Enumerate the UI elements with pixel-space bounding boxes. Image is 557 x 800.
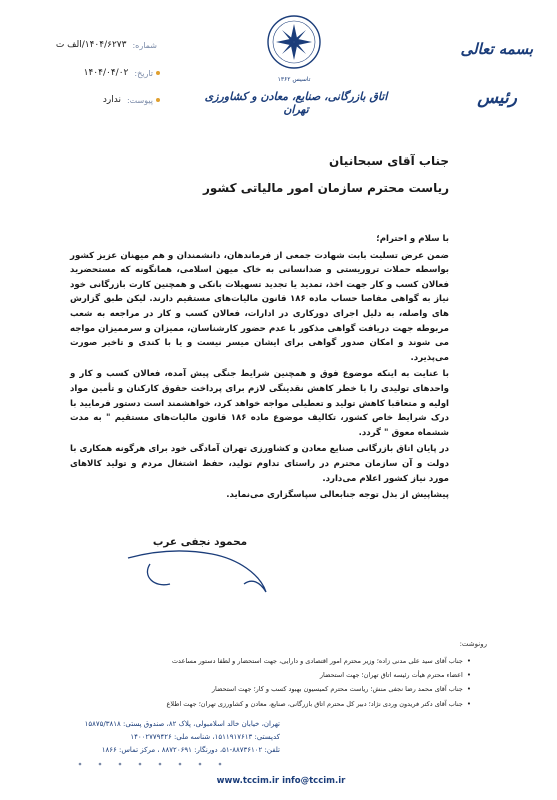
bullet-icon: •	[466, 657, 471, 665]
cc-item	[91, 697, 471, 711]
letter-number-value: ۱۴۰۴/۶۲۷۳/الف ت	[55, 40, 127, 50]
letter-date-row	[70, 66, 160, 80]
cc-item-text: اعضاء محترم هیأت رئیسه اتاق تهران؛ جهت استحضار	[319, 671, 463, 680]
basmala-heading: بسمه تعالی	[460, 40, 533, 58]
founded-year: تاسیس ۱۳۶۲	[277, 76, 311, 83]
body-paragraph: ضمن عرض تسلیت بابت شهادت جمعی از فرماندهان، دانشمندان و هم میهنان عزیز کشور بواسطه حملات تروریستی و ضدانسانی به خاک میهن اسلامی، همانگونه که مستحضرید فعالان کسب و کار جهت اخذ، تمدید یا تجدید تسهیلات بانکی و همچنین کارت بازرگانی خود نیاز به گواهی مفاصا حساب ماده ۱۸۶ قانون مالیات‌های مستقیم دارند. لیکن طبق گزارش های واصله، به دلیل اجرای دورکاری در ادارات، فعالان کسب و کار در مراجعه به شعب مربوطه جهت دریافت گواهی مذکور با عدم حضور کارشناسان، ممیزان و سرممیزان مواجه می شوند و امکان صدور گواهی برای ایشان میسر نیست و یا با کندی و تاخیر صورت می‌پذیرد.	[70, 250, 449, 363]
president-heading: رئیس	[477, 88, 517, 108]
handwritten-signature	[120, 544, 280, 604]
chamber-logo-icon	[266, 14, 322, 70]
footer-postal: کدپستی: ۱۵۱۱۹۱۷۶۱۳، شناسه ملی: ۱۴۰۰۲۷۷۹۴۲۶	[130, 733, 280, 741]
letter-date-label: تاریخ:	[134, 68, 153, 78]
chamber-name: اتاق بازرگانی، صنایع، معادن و کشاورزی تهران	[204, 90, 388, 116]
footer-phones: تلفن: ۸۸۷۳۶۱۰۲-۵۱، دورنگار: ۸۸۷۲۰۶۹۱ ، مرکز تماس: ۱۸۶۶	[101, 746, 280, 754]
cc-item-text: جناب آقای دکتر فریدون وردی نژاد؛ دبیر کل محترم اتاق بازرگانی، صنایع، معادن و کشاورزی تهران؛ جهت اطلاع	[166, 699, 463, 708]
bullet-icon: •	[466, 699, 471, 708]
cc-heading: رونوشت:	[459, 640, 487, 648]
attachment-value: ندارد	[102, 95, 121, 105]
body-paragraph: پیشاپیش از بذل توجه جنابعالی سپاسگزاری می‌نماید.	[226, 490, 449, 501]
cc-item-text: جناب آقای سید علی مدنی زاده؛ وزیر محترم امور اقتصادی و دارایی، جهت استحضار و لطفا دستور مساعدت	[171, 657, 463, 665]
letter-number-label: شماره:	[132, 40, 157, 50]
attachment-label: پیوست:	[126, 95, 153, 105]
cc-item-text: جناب آقای محمد رضا نجفی منش؛ ریاست محترم کمیسیون بهبود کسب و کار؛ جهت استحضار	[211, 685, 463, 694]
footer-website: www.tccim.ir info@tccim.ir	[216, 776, 346, 786]
cc-item	[91, 654, 471, 668]
signatory-name: محمود نجفی عرب	[152, 536, 248, 548]
bullet-icon	[156, 98, 160, 102]
letter-date-value: ۱۴۰۴/۰۴/۰۲	[83, 68, 129, 78]
addressee-title: ریاست محترم سازمان امور مالیاتی کشور	[202, 181, 449, 195]
cc-item	[91, 668, 471, 682]
decorative-dots-icon	[70, 760, 230, 768]
body-paragraph: با عنایت به اینکه موضوع فوق و همچنین شرایط جنگی پیش آمده، فعالان کسب و کار و واحدهای تولیدی را با خطر کاهش نقدینگی لازم برای پرداخت حقوق کارکنان و تأمین مواد اولیه و متعاقبا کاهش تولید و تعطیلی مواجه خواهد کرد، خواهشمند است دستور فرمایید با درک شرایط خاص کشور، تکالیف موضوع ماده ۱۸۶ قانون مالیات‌های مستقیم " به مدت ششماه معوق " گردد.	[70, 369, 449, 438]
cc-list	[91, 654, 471, 711]
addressee-name: جناب آقای سبحانیان	[329, 154, 449, 168]
body-paragraph: در پایان اتاق بازرگانی صنایع معادن و کشاورزی تهران آمادگی خود برای هرگونه همکاری با دولت و آن سازمان محترم در راستای تداوم تولید، حفظ اشتغال مردم و تولید کالاهای مورد نیاز کشور اعلام می‌دارد.	[70, 444, 449, 484]
attachment-row	[70, 93, 160, 107]
greeting: با سلام و احترام؛	[376, 234, 449, 244]
letter-body	[70, 232, 449, 505]
bullet-icon	[156, 71, 160, 75]
bullet-icon: •	[466, 685, 471, 694]
bullet-icon: •	[466, 671, 471, 680]
footer-address: تهران، خیابان خالد اسلامبولی، پلاک ۸۲، صندوق پستی: ۱۵۸۷۵/۳۸۱۸	[84, 720, 280, 728]
cc-item	[91, 682, 471, 696]
letter-number-row	[55, 38, 160, 52]
